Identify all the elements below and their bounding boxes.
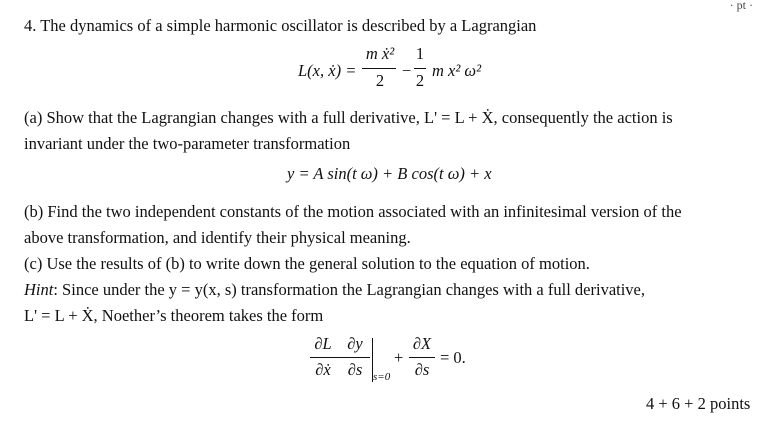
noether-ds2: ∂s — [414, 360, 430, 379]
part-a-line1: (a) Show that the Lagrangian changes with a full derivative, L' = L + Ẋ, consequently the action is — [24, 108, 673, 127]
noether-dL: ∂L — [314, 334, 332, 353]
noether-plus: + — [394, 348, 404, 367]
term1-denominator: 2 — [375, 71, 385, 90]
noether-ds: ∂s — [347, 360, 363, 379]
part-b-line1: (b) Find the two independent constants of the motion associated with an infinitesimal version of the — [24, 202, 682, 221]
noether-bar2 — [409, 357, 435, 358]
part-b-line2: above transformation, and identify their physical meaning. — [24, 228, 411, 247]
part-c: (c) Use the results of (b) to write down the general solution to the equation of motion. — [24, 254, 590, 273]
hint-text: : Since under the y = y(x, s) transformation the Lagrangian changes with a full derivative, — [53, 280, 646, 299]
minus-sign: − — [402, 61, 412, 80]
term2-rest: m x² ω² — [432, 61, 482, 80]
term1-numerator: m ẋ² — [365, 44, 395, 63]
term2-fraction-bar — [414, 68, 426, 69]
noether-dy: ∂y — [347, 334, 363, 353]
noether-eval: s=0 — [373, 371, 391, 383]
transformation-equation: y = A sin(t ω) + B cos(t ω) + x — [287, 164, 492, 183]
problem-number: 4. — [24, 16, 37, 35]
part-a-line2: invariant under the two-parameter transformation — [24, 134, 351, 153]
term1-fraction-bar — [362, 68, 396, 69]
problem-intro: The dynamics of a simple harmonic oscillator is described by a Lagrangian — [40, 16, 537, 35]
lagrangian-lhs: L(x, ẋ) = — [298, 61, 357, 80]
hint-label: Hint — [24, 280, 54, 299]
noether-dxdot: ∂ẋ — [315, 360, 331, 379]
noether-rhs: = 0. — [440, 348, 466, 367]
problem-header — [24, 16, 536, 36]
hint-line1 — [24, 280, 645, 300]
noether-bar1 — [310, 357, 370, 358]
corner-text: · pt · — [729, 0, 753, 12]
term2-numerator: 1 — [415, 44, 425, 63]
hint-line2: L' = L + Ẋ, Noether’s theorem takes the form — [24, 306, 324, 325]
noether-dX: ∂X — [412, 334, 432, 353]
points-label: 4 + 6 + 2 points — [646, 394, 751, 413]
term2-denominator: 2 — [415, 71, 425, 90]
